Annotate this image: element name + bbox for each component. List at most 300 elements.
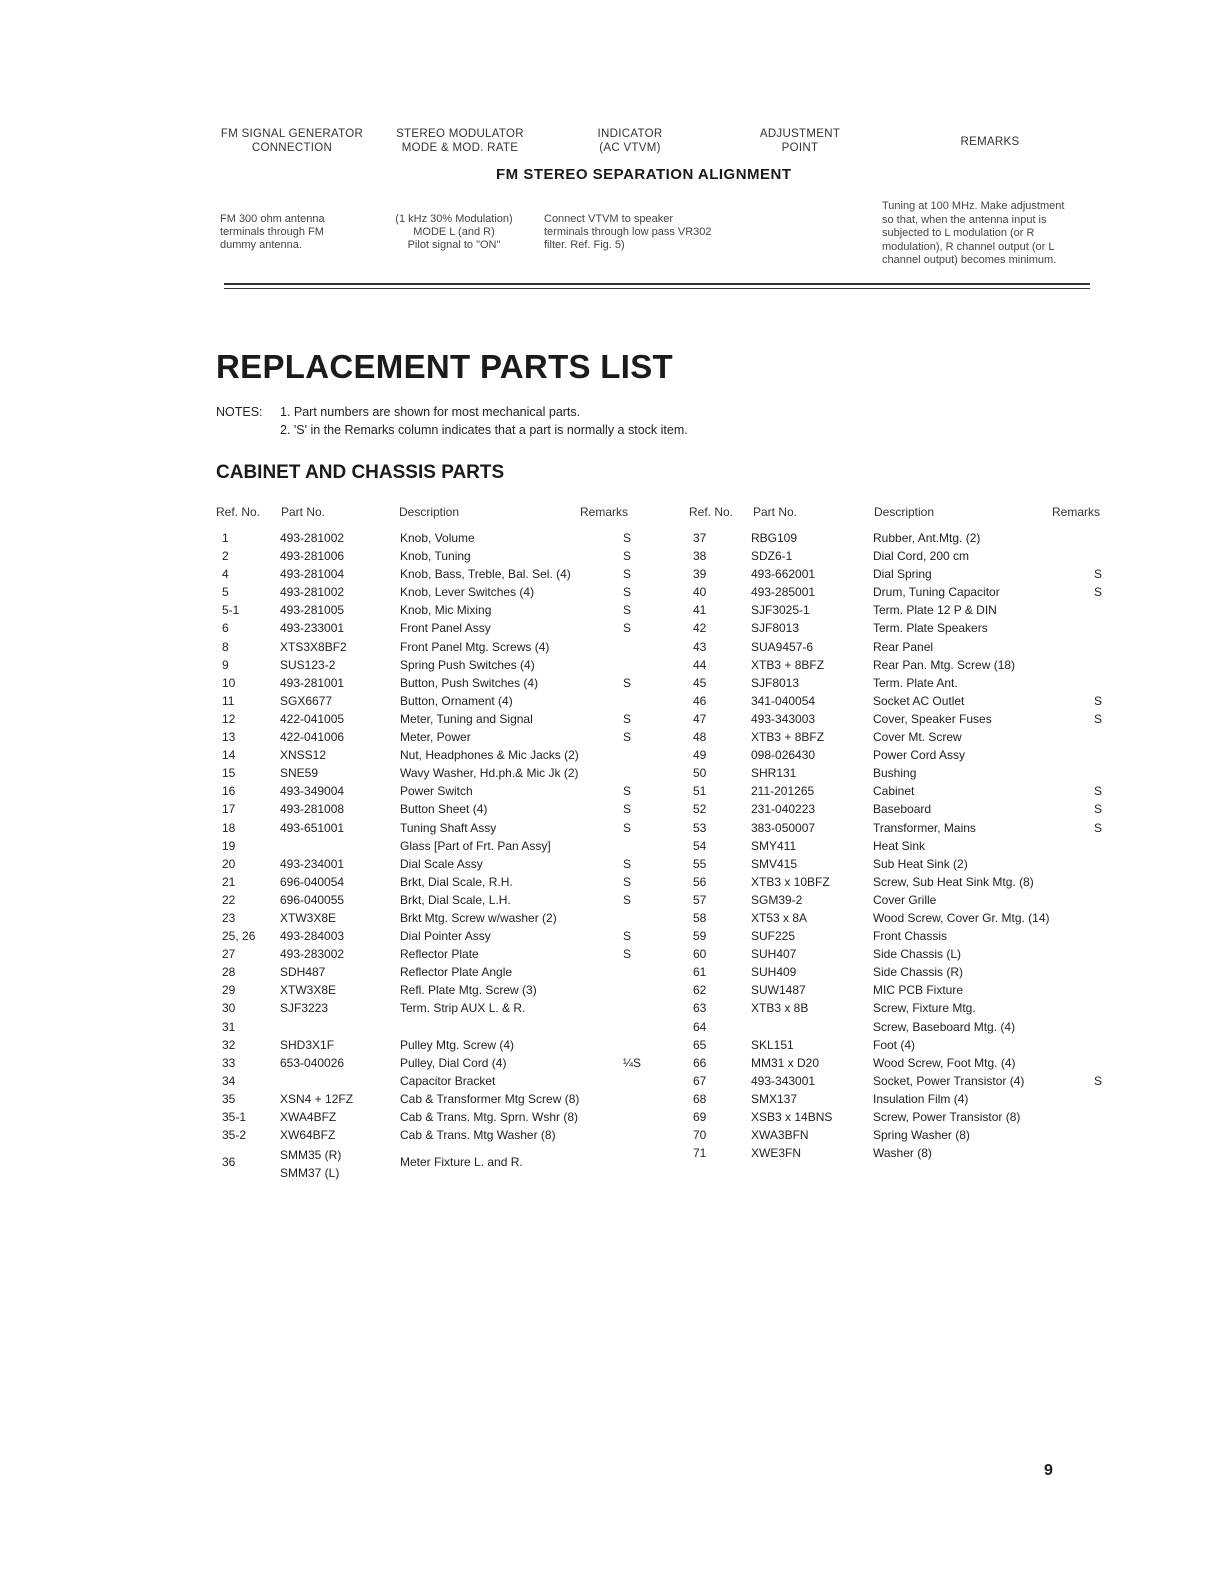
col-header-indicator: INDICATOR (AC VTVM): [597, 128, 663, 154]
part-no-cell: 653-040026: [280, 1055, 345, 1070]
alignment-section-title: FM STEREO SEPARATION ALIGNMENT: [496, 166, 792, 183]
description-cell: Knob, Lever Switches (4): [400, 585, 535, 600]
description-cell: Baseboard: [873, 802, 932, 817]
description-cell: Reflector Plate Angle: [400, 965, 513, 980]
notes-block: [216, 404, 916, 444]
part-no-cell: XT53 x 8A: [751, 910, 808, 925]
description-cell: MIC PCB Fixture: [873, 983, 964, 998]
description-cell: Front Panel Assy: [400, 621, 491, 636]
description-cell: Button, Ornament (4): [400, 693, 513, 708]
table-row: [216, 1092, 646, 1110]
description-cell: Brkt, Dial Scale, L.H.: [400, 892, 511, 907]
col-header-adjustment: ADJUSTMENT POINT: [759, 128, 841, 154]
description-cell: Rubber, Ant.Mtg. (2): [873, 531, 981, 545]
table-row: [216, 1110, 646, 1128]
header-remarks: Remarks: [1052, 505, 1101, 519]
part-no-cell: XSB3 x 14BNS: [751, 1110, 833, 1124]
part-no-cell: 493-285001: [751, 585, 816, 600]
table-row: [216, 1038, 646, 1056]
ref-no-cell: 9: [222, 657, 229, 672]
col-header-remarks: REMARKS: [960, 136, 1020, 148]
table-row: [216, 1056, 646, 1074]
description-cell: Knob, Tuning: [400, 549, 471, 564]
part-no-cell: SJF8013: [751, 621, 800, 636]
ref-no-cell: 61: [693, 965, 707, 980]
description-cell: Knob, Mic Mixing: [400, 603, 492, 618]
table-row: [216, 1020, 646, 1038]
part-no-cell: SUA9457-6: [751, 639, 814, 654]
table-row: [689, 1020, 1109, 1038]
remarks-cell: S: [1094, 784, 1103, 799]
ref-no-cell: 70: [693, 1128, 707, 1143]
part-no-cell: XTB3 x 8B: [751, 1001, 809, 1016]
part-no-cell: SNE59: [280, 766, 319, 781]
ref-no-cell: 57: [693, 892, 707, 907]
description-cell: Side Chassis (L): [873, 947, 962, 962]
table-row: [689, 640, 1109, 658]
table-row: [689, 1056, 1109, 1074]
table-row: [689, 1128, 1109, 1146]
remarks-cell: S: [1094, 802, 1103, 817]
part-no-cell: SHD3X1F: [280, 1037, 335, 1052]
description-cell: Rear Panel: [873, 639, 934, 654]
part-no-cell: SUF225: [751, 929, 796, 944]
ref-no-cell: 38: [693, 549, 707, 564]
part-no-cell: 493-343001: [751, 1073, 816, 1088]
part-no-cell: 422-041006: [280, 730, 345, 745]
header-part-no: Part No.: [753, 505, 798, 519]
table-row: [689, 983, 1109, 1001]
table-row: [689, 766, 1109, 784]
ref-no-cell: 13: [222, 730, 236, 745]
part-no-cell: MM31 x D20: [751, 1055, 820, 1070]
table-row: [216, 875, 646, 893]
table-row: [216, 784, 646, 802]
ref-no-cell: 40: [693, 585, 707, 600]
ref-no-cell: 19: [222, 838, 236, 853]
table-header-left: [216, 505, 646, 525]
description-cell: Pulley Mtg. Screw (4): [400, 1037, 515, 1052]
remarks-cell: S: [623, 929, 632, 944]
parts-table-right: [689, 505, 1109, 1164]
table-row: [689, 784, 1109, 802]
description-cell: Socket, Power Transistor (4): [873, 1073, 1025, 1088]
remarks-cell: S: [623, 820, 632, 835]
ref-no-cell: 22: [222, 892, 236, 907]
part-no-cell: 493-662001: [751, 567, 816, 582]
description-cell: Front Chassis: [873, 929, 948, 944]
notes-label: NOTES:: [216, 405, 263, 419]
table-row: [216, 802, 646, 820]
table-row: [689, 712, 1109, 730]
ref-no-cell: 2: [222, 549, 229, 564]
description-cell: Tuning Shaft Assy: [400, 820, 497, 835]
note-1: 1. Part numbers are shown for most mechanical parts.: [280, 405, 581, 419]
part-no-cell: SGX6677: [280, 693, 333, 708]
table-row: [216, 531, 646, 549]
table-row: [689, 676, 1109, 694]
divider-rule-thick: [224, 283, 1090, 285]
part-no-cell: XSN4 + 12FZ: [280, 1091, 354, 1106]
part-no-cell: SDH487: [280, 965, 326, 980]
part-no-cell: SGM39-2: [751, 892, 803, 907]
ref-no-cell: 54: [693, 838, 707, 853]
ref-no-cell: 60: [693, 947, 707, 962]
table-row: [216, 965, 646, 983]
page-title: REPLACEMENT PARTS LIST: [216, 348, 673, 385]
header-ref-no: Ref. No.: [689, 505, 734, 519]
header-description: Description: [874, 505, 935, 519]
table-row: [689, 875, 1109, 893]
ref-no-cell: 28: [222, 965, 236, 980]
description-cell: Cover, Speaker Fuses: [873, 711, 992, 726]
part-no-cell: 493-281002: [280, 585, 345, 600]
table-row: [216, 893, 646, 911]
description-cell: Side Chassis (R): [873, 965, 964, 980]
description-cell: Term. Plate Speakers: [873, 621, 988, 636]
table-row: [689, 1146, 1109, 1164]
part-no-cell: 493-233001: [280, 621, 345, 636]
description-cell: Foot (4): [873, 1037, 916, 1052]
modulator-mode-text: (1 kHz 30% Modulation) MODE L (and R) Pilot signal to "ON": [395, 213, 513, 251]
table-row: [216, 658, 646, 676]
remarks-cell: S: [623, 730, 632, 745]
table-row: [216, 603, 646, 621]
part-no-cell: SDZ6-1: [751, 549, 793, 564]
part-no-cell: SUH407: [751, 947, 797, 962]
header-description: Description: [399, 505, 460, 519]
ref-no-cell: 50: [693, 766, 707, 781]
ref-no-cell: 21: [222, 874, 236, 889]
ref-no-cell: 33: [222, 1055, 236, 1070]
remarks-cell: S: [623, 802, 632, 817]
ref-no-cell: 37: [693, 531, 707, 545]
description-cell: Sub Heat Sink (2): [873, 856, 968, 871]
description-cell: Reflector Plate: [400, 947, 479, 962]
header-part-no: Part No.: [281, 505, 326, 519]
description-cell: Dial Scale Assy: [400, 856, 483, 871]
remarks-cell: S: [623, 567, 632, 582]
table-row: [689, 965, 1109, 983]
remarks-cell: S: [1094, 820, 1103, 835]
description-cell: Dial Pointer Assy: [400, 929, 491, 944]
ref-no-cell: 12: [222, 711, 236, 726]
table-row: [216, 694, 646, 712]
part-no-cell: XWA4BFZ: [280, 1110, 337, 1124]
table-row: [216, 983, 646, 1001]
ref-no-cell: 63: [693, 1001, 707, 1016]
ref-no-cell: 35-2: [222, 1128, 247, 1143]
table-row: [689, 839, 1109, 857]
table-header-right: [689, 505, 1109, 525]
remarks-cell: S: [623, 603, 632, 618]
ref-no-cell: 31: [222, 1019, 236, 1034]
part-no-cell: XTS3X8BF2: [280, 639, 347, 654]
part-no-cell: 422-041005: [280, 711, 345, 726]
ref-no-cell: 53: [693, 820, 707, 835]
description-cell: Meter, Tuning and Signal: [400, 711, 533, 726]
description-cell: Wood Screw, Foot Mtg. (4): [873, 1055, 1016, 1070]
remarks-cell: S: [623, 784, 632, 799]
table-row: [689, 748, 1109, 766]
remarks-cell: ¼S: [623, 1055, 642, 1070]
ref-no-cell: 66: [693, 1055, 707, 1070]
table-row: [216, 712, 646, 730]
remarks-cell: S: [623, 856, 632, 871]
part-no-cell: SUW1487: [751, 983, 806, 998]
table-row: [216, 839, 646, 857]
ref-no-cell: 58: [693, 910, 707, 925]
ref-no-cell: 34: [222, 1073, 236, 1088]
ref-no-cell: 51: [693, 784, 707, 799]
ref-no-cell: 35: [222, 1091, 236, 1106]
description-cell: Button Sheet (4): [400, 802, 488, 817]
part-no-cell: 493-281006: [280, 549, 345, 564]
note-2: 2. 'S' in the Remarks column indicates that a part is normally a stock item.: [280, 423, 688, 437]
ref-no-cell: 36: [222, 1155, 236, 1170]
description-cell: Pulley, Dial Cord (4): [400, 1055, 507, 1070]
part-no-cell: SMV415: [751, 856, 798, 871]
description-cell: Cab & Trans. Mtg Washer (8): [400, 1128, 556, 1143]
ref-no-cell: 55: [693, 856, 707, 871]
table-row: [216, 947, 646, 965]
ref-no-cell: 49: [693, 748, 707, 763]
table-row: [216, 730, 646, 748]
part-no-cell: RBG109: [751, 531, 798, 545]
description-cell: Front Panel Mtg. Screws (4): [400, 639, 550, 654]
indicator-text: Connect VTVM to speaker terminals through low pass VR302 filter. Ref. Fig. 5): [544, 213, 712, 251]
ref-no-cell: 64: [693, 1019, 707, 1034]
ref-no-cell: 4: [222, 567, 229, 582]
ref-no-cell: 65: [693, 1037, 707, 1052]
part-no-cell: SJF3025-1: [751, 603, 810, 618]
ref-no-cell: 69: [693, 1110, 707, 1124]
part-no-cell: SKL151: [751, 1037, 794, 1052]
table-row: [689, 802, 1109, 820]
part-no-cell: 493-281002: [280, 531, 345, 545]
page-number: 9: [1044, 1462, 1053, 1479]
ref-no-cell: 68: [693, 1091, 707, 1106]
description-cell: Term. Strip AUX L. & R.: [400, 1001, 526, 1016]
remarks-cell: S: [623, 874, 632, 889]
description-cell: Knob, Bass, Treble, Bal. Sel. (4): [400, 567, 571, 582]
remarks-cell: S: [1094, 1073, 1103, 1088]
description-cell: Dial Spring: [873, 567, 932, 582]
ref-no-cell: 35-1: [222, 1110, 247, 1124]
part-no-cell: SUS123-2: [280, 657, 336, 672]
description-cell: Spring Washer (8): [873, 1128, 970, 1143]
description-cell: Refl. Plate Mtg. Screw (3): [400, 983, 537, 998]
description-cell: Heat Sink: [873, 838, 926, 853]
part-no-cell: SMX137: [751, 1091, 798, 1106]
part-no-cell: XW64BFZ: [280, 1128, 336, 1143]
remarks-cell: S: [623, 585, 632, 600]
table-row: [216, 1146, 646, 1182]
table-row: [689, 730, 1109, 748]
part-no-cell: 696-040054: [280, 874, 345, 889]
part-no-cell: XTW3X8E: [280, 910, 337, 925]
ref-no-cell: 27: [222, 947, 236, 962]
ref-no-cell: 25, 26: [222, 929, 256, 944]
remarks-cell: S: [1094, 693, 1103, 708]
description-cell: Rear Pan. Mtg. Screw (18): [873, 657, 1016, 672]
table-row: [216, 585, 646, 603]
description-cell: Drum, Tuning Capacitor: [873, 585, 1000, 600]
table-row: [689, 1092, 1109, 1110]
ref-no-cell: 59: [693, 929, 707, 944]
ref-no-cell: 18: [222, 820, 236, 835]
section-subtitle: CABINET AND CHASSIS PARTS: [216, 462, 505, 483]
header-ref-no: Ref. No.: [216, 505, 261, 519]
ref-no-cell: 6: [222, 621, 229, 636]
part-no-cell: 493-651001: [280, 820, 345, 835]
table-row: [216, 549, 646, 567]
ref-no-cell: 32: [222, 1037, 236, 1052]
description-cell: Wood Screw, Cover Gr. Mtg. (14): [873, 910, 1050, 925]
part-no-cell: 493-281008: [280, 802, 345, 817]
part-no-cell: 493-349004: [280, 784, 345, 799]
description-cell: Screw, Fixture Mtg.: [873, 1001, 976, 1016]
ref-no-cell: 8: [222, 639, 229, 654]
part-no-cell: 383-050007: [751, 820, 816, 835]
remarks-text: Tuning at 100 MHz. Make adjustment so that, when the antenna input is subjected to L modulation (or R modulation), R channel output (or L channel output) becomes minimum.: [882, 200, 1065, 266]
table-row: [216, 748, 646, 766]
table-row: [689, 585, 1109, 603]
description-cell: Wavy Washer, Hd.ph.& Mic Jk (2): [400, 766, 579, 781]
ref-no-cell: 45: [693, 675, 707, 690]
table-row: [689, 1038, 1109, 1056]
table-row: [689, 694, 1109, 712]
part-no-cell: SJF3223: [280, 1001, 329, 1016]
table-row: [216, 1074, 646, 1092]
table-row: [216, 676, 646, 694]
description-cell: Brkt Mtg. Screw w/washer (2): [400, 910, 557, 925]
description-cell: Cab & Transformer Mtg Screw (8): [400, 1091, 580, 1106]
description-cell: Socket AC Outlet: [873, 693, 965, 708]
remarks-cell: S: [623, 531, 632, 545]
description-cell: Cabinet: [873, 784, 915, 799]
table-row: [689, 621, 1109, 639]
part-no-cell: 493-234001: [280, 856, 345, 871]
table-row: [689, 1001, 1109, 1019]
description-cell: Knob, Volume: [400, 531, 475, 545]
ref-no-cell: 67: [693, 1073, 707, 1088]
table-row: [689, 1074, 1109, 1092]
ref-no-cell: 42: [693, 621, 707, 636]
part-no-cell: XTB3 x 10BFZ: [751, 874, 830, 889]
part-no-cell: SMY411: [751, 838, 797, 853]
part-no-cell: 341-040054: [751, 693, 816, 708]
table-row: [216, 567, 646, 585]
description-cell: Power Cord Assy: [873, 748, 966, 763]
table-row: [689, 658, 1109, 676]
part-no-cell: XWE3FN: [751, 1146, 802, 1161]
table-row: [689, 857, 1109, 875]
table-row: [689, 549, 1109, 567]
description-cell: Brkt, Dial Scale, R.H.: [400, 874, 513, 889]
description-cell: Dial Cord, 200 cm: [873, 549, 970, 564]
description-cell: Button, Push Switches (4): [400, 675, 539, 690]
remarks-cell: S: [623, 892, 632, 907]
table-row: [689, 947, 1109, 965]
ref-no-cell: 23: [222, 910, 236, 925]
description-cell: Glass [Part of Frt. Pan Assy]: [400, 838, 551, 853]
ref-no-cell: 16: [222, 784, 236, 799]
description-cell: Power Switch: [400, 784, 473, 799]
part-no-cell: 211-201265: [751, 784, 815, 799]
col-header-modulator: STEREO MODULATOR MODE & MOD. RATE: [396, 128, 524, 154]
part-no-cell: 493-283002: [280, 947, 345, 962]
part-no-cell: XTB3 + 8BFZ: [751, 730, 825, 745]
remarks-cell: S: [623, 621, 632, 636]
part-no-cell: 493-284003: [280, 929, 345, 944]
part-no-cell: SUH409: [751, 965, 797, 980]
ref-no-cell: 48: [693, 730, 707, 745]
table-row: [689, 531, 1109, 549]
part-no-cell: 493-343003: [751, 711, 816, 726]
col-header-generator: FM SIGNAL GENERATOR CONNECTION: [220, 128, 364, 154]
table-row: [216, 911, 646, 929]
ref-no-cell: 30: [222, 1001, 236, 1016]
part-no-cell: SJF8013: [751, 675, 800, 690]
description-cell: Insulation Film (4): [873, 1091, 969, 1106]
description-cell: Term. Plate 12 P & DIN: [873, 603, 997, 618]
remarks-cell: S: [1094, 585, 1103, 600]
table-row: [216, 640, 646, 658]
ref-no-cell: 71: [693, 1146, 707, 1161]
description-cell: Screw, Baseboard Mtg. (4): [873, 1019, 1016, 1034]
description-cell: Meter Fixture L. and R.: [400, 1155, 523, 1170]
part-no-cell: 098-026430: [751, 748, 816, 763]
description-cell: Cover Mt. Screw: [873, 730, 962, 745]
description-cell: Spring Push Switches (4): [400, 657, 535, 672]
ref-no-cell: 43: [693, 639, 707, 654]
part-no-cell: 493-281001: [280, 675, 345, 690]
remarks-cell: S: [1094, 567, 1103, 582]
parts-table-left: [216, 505, 646, 1182]
table-row: [689, 603, 1109, 621]
description-cell: Washer (8): [873, 1146, 932, 1161]
description-cell: Bushing: [873, 766, 917, 781]
table-row: [216, 857, 646, 875]
table-row: [689, 567, 1109, 585]
ref-no-cell: 62: [693, 983, 707, 998]
description-cell: Transformer, Mains: [873, 820, 976, 835]
description-cell: Cab & Trans. Mtg. Sprn. Wshr (8): [400, 1110, 579, 1124]
ref-no-cell: 5: [222, 585, 229, 600]
ref-no-cell: 46: [693, 693, 707, 708]
table-row: [216, 1128, 646, 1146]
table-row: [689, 1110, 1109, 1128]
table-row: [216, 766, 646, 784]
description-cell: Capacitor Bracket: [400, 1073, 496, 1088]
table-row: [216, 821, 646, 839]
ref-no-cell: 29: [222, 983, 236, 998]
ref-no-cell: 15: [222, 766, 236, 781]
remarks-cell: S: [623, 675, 632, 690]
ref-no-cell: 10: [222, 675, 236, 690]
description-cell: Screw, Sub Heat Sink Mtg. (8): [873, 874, 1034, 889]
ref-no-cell: 17: [222, 802, 236, 817]
table-row: [216, 621, 646, 639]
part-no-cell: 231-040223: [751, 802, 816, 817]
remarks-cell: S: [623, 549, 632, 564]
ref-no-cell: 56: [693, 874, 707, 889]
table-row: [689, 893, 1109, 911]
table-row: [216, 1001, 646, 1019]
table-row: [689, 929, 1109, 947]
ref-no-cell: 39: [693, 567, 707, 582]
